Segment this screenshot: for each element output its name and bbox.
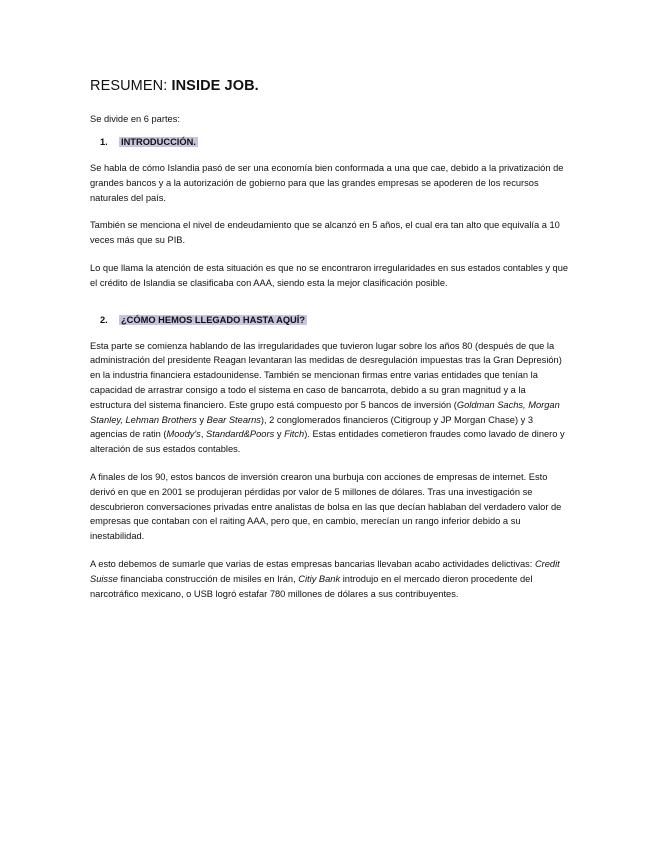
section-1-title: INTRODUCCIÓN. bbox=[121, 137, 196, 147]
text-run: y bbox=[196, 414, 207, 425]
text-run: ). Estas entidades cometieron fraudes como lavado de dinero y alteración de sus estados contables. bbox=[90, 429, 565, 455]
section-1-paragraph-1: Se habla de cómo Islandia pasó de ser una economía bien conformada a una que cae, debido a la privatización de grandes bancos y a la autorización de gobierno para que las grandes empresas se apoderen de los recursos naturales del país. bbox=[90, 163, 564, 203]
text-run: Esta parte se comienza hablando de las irregularidades que tuvieron lugar sobre los años 80 (después de que la administración del presidente Reagan levantaran las medidas de desregulación impuestas tras la Gran Depresión) en la industria financiera estadounidense. También se mencionan firmas entre varias entidades que tenían la capacidad de arrastrar consigo a todo el sistema en caso de bancarrota, debido a su gran magnitud y a la estructura del sistema financiero. Este grupo está compuesto por 5 bancos de inversión ( bbox=[90, 340, 562, 410]
section-2-paragraph-2: A finales de los 90, estos bancos de inversión crearon una burbuja con acciones de empresas de internet. Esto derivó en que en 2001 se produjeran pérdidas por valor de 5 millones de dólares. Tras una investigación se descubrieron conversaciones privadas entre analistas de bolsa en las que decían hablaban del verdadero valor de empresas que contaban con el raiting AAA, pero que, en cambio, merecían un rango inferior debido a su inestabilidad. bbox=[90, 471, 562, 542]
italic-run: Goldman Sachs, Morgan Stanley, Lehman Brothers bbox=[90, 399, 560, 425]
title-bold: INSIDE JOB. bbox=[171, 78, 259, 94]
section-2-title: ¿CÓMO HEMOS LLEGADO HASTA AQUÍ? bbox=[121, 314, 306, 325]
italic-run: Bear Stearns bbox=[206, 414, 261, 425]
document-title bbox=[90, 78, 569, 94]
italic-run: Moody's bbox=[166, 429, 201, 440]
text-run: y bbox=[274, 429, 285, 440]
section-1-paragraph-2: También se menciona el nivel de endeudamiento que se alcanzó en 5 años, el cual era tan alto que equivalía a 10 veces más que su PIB. bbox=[90, 220, 560, 246]
text-run: introdujo en el mercado dieron procedente del narcotráfico mexicano, o USB logró estafar 780 millones de dólares a sus contribuyentes. bbox=[90, 573, 533, 599]
section-2-heading bbox=[90, 315, 569, 325]
italic-run: Credit Suisse bbox=[90, 558, 560, 584]
italic-run: Standard&Poors bbox=[206, 429, 275, 440]
text-run: A esto debemos de sumarle que varias de estas empresas bancarias llevaban acabo actividades delictivas: bbox=[90, 558, 535, 569]
text-run: financiaba construcción de misiles en Irán, bbox=[117, 573, 299, 584]
section-2-number: 2. bbox=[100, 314, 108, 325]
section-2-paragraph-3 bbox=[90, 557, 569, 601]
section-2-paragraph-1 bbox=[90, 339, 569, 457]
italic-run: Fitch bbox=[284, 429, 305, 440]
section-1-number: 1. bbox=[100, 137, 108, 147]
intro-text: Se divide en 6 partes: bbox=[90, 114, 180, 124]
section-1-paragraph-3: Lo que llama la atención de esta situación es que no se encontraron irregularidades en sus estados contables y que el crédito de Islandia se clasificaba con AAA, siendo esta la mejor clasificación posible. bbox=[90, 262, 569, 288]
text-run: ), 2 conglomerados financieros (Citigroup y JP Morgan Chase) y 3 agencias de ratin ( bbox=[90, 414, 534, 440]
section-1-heading bbox=[90, 137, 569, 147]
title-prefix: RESUMEN: bbox=[90, 78, 172, 94]
text-run: , bbox=[200, 429, 206, 440]
italic-run: Citiy Bank bbox=[298, 573, 341, 584]
